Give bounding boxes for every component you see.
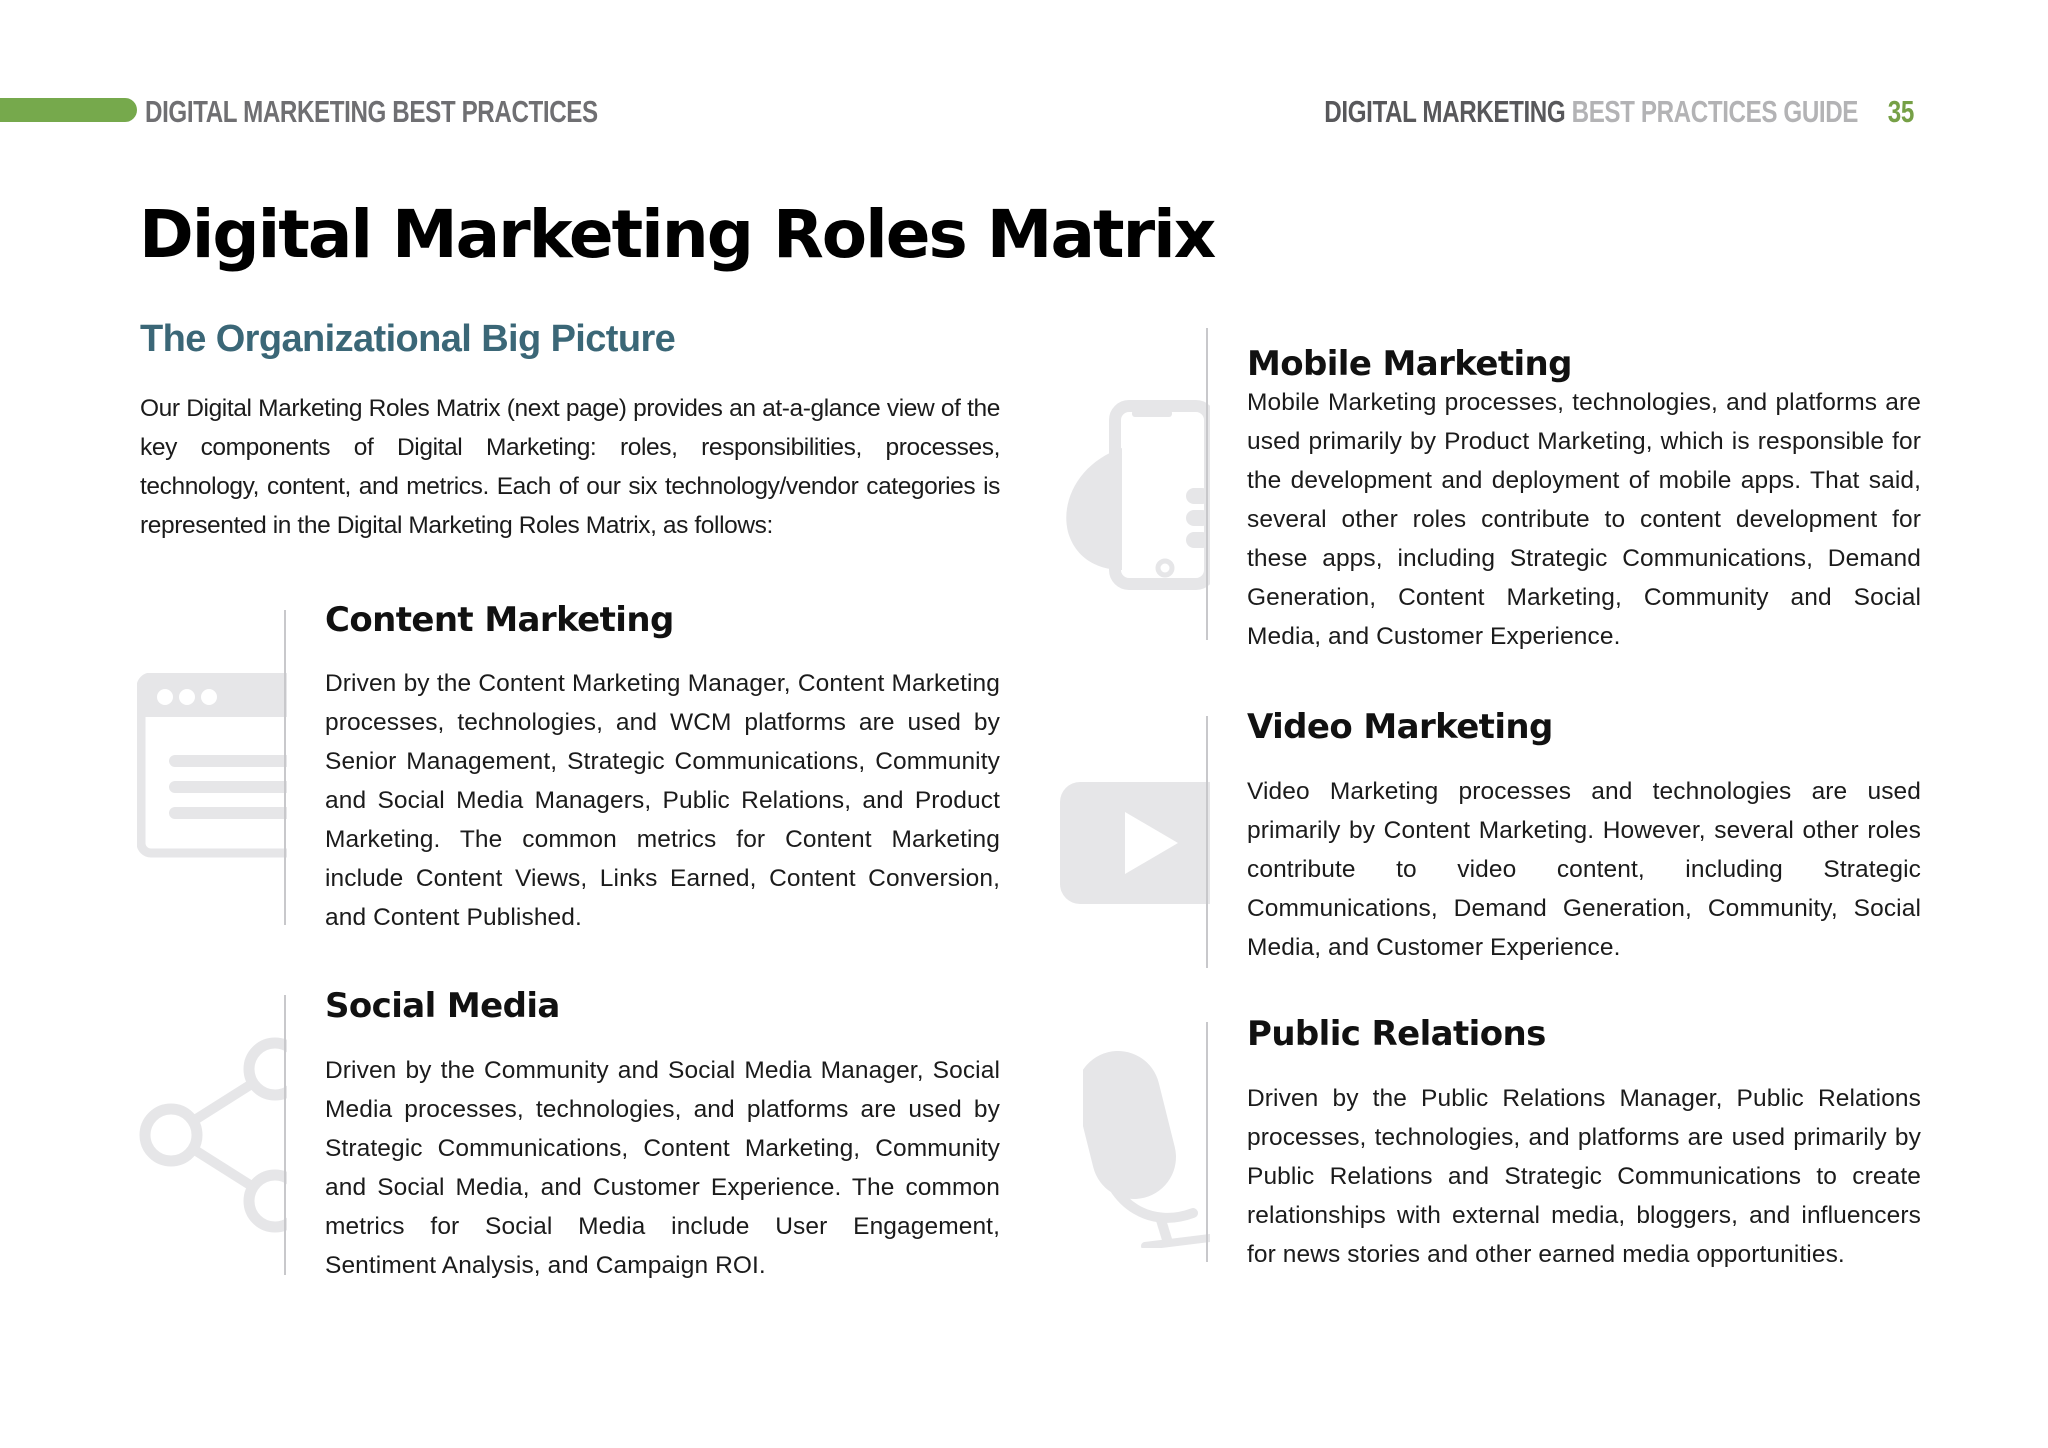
social-media-title: Social Media <box>325 986 560 1026</box>
video-play-icon <box>1060 782 1210 904</box>
video-marketing-title: Video Marketing <box>1247 707 1553 747</box>
social-media-divider <box>284 995 286 1275</box>
running-header-left: DIGITAL MARKETING BEST PRACTICES <box>145 94 598 129</box>
header-guide-title-light: BEST PRACTICES GUIDE <box>1571 94 1859 129</box>
header-accent-bar <box>0 98 137 122</box>
mobile-marketing-divider <box>1206 328 1208 640</box>
mobile-marketing-body: Mobile Marketing processes, technologies, and platforms are used primarily by Product Marketing, which is responsible for the development and deployment of mobile apps. That said, several other roles contribute to content development for these apps, including Strategic Communications, Demand Generation, Content Marketing, Community and Social Media, and Customer Experience. <box>1247 389 1921 650</box>
hand-holding-phone-icon <box>1060 400 1210 590</box>
browser-window-icon <box>137 673 287 858</box>
microphone-icon <box>1083 1048 1210 1248</box>
video-marketing-divider <box>1206 716 1208 968</box>
content-marketing-title: Content Marketing <box>325 600 674 640</box>
content-marketing-divider <box>284 610 286 925</box>
running-header-right <box>1324 94 1914 130</box>
video-marketing-body: Video Marketing processes and technologies are used primarily by Content Marketing. However, several other roles contribute to video content, including Strategic Communications, Demand Generation, Community, Social Media, and Customer Experience. <box>1247 778 1921 961</box>
public-relations-body: Driven by the Public Relations Manager, Public Relations processes, technologies, and platforms are used primarily by Public Relations and Strategic Communications to create relationships with external media, bloggers, and influencers for news stories and other earned media opportunities. <box>1247 1085 1921 1268</box>
public-relations-title: Public Relations <box>1247 1014 1546 1054</box>
share-network-icon <box>137 1035 287 1235</box>
header-guide-title-bold: DIGITAL MARKETING <box>1324 94 1566 129</box>
mobile-marketing-title: Mobile Marketing <box>1247 344 1572 384</box>
social-media-body: Driven by the Community and Social Media Manager, Social Media processes, technologies, and platforms are used by Strategic Communications, Content Marketing, Community and Social Media, and Customer Experience. The common metrics for Social Media include User Engagement, Sentiment Analysis, and Campaign ROI. <box>325 1057 1000 1279</box>
public-relations-divider <box>1206 1022 1208 1262</box>
page-title: Digital Marketing Roles Matrix <box>139 196 1215 273</box>
page-subtitle: The Organizational Big Picture <box>140 318 676 360</box>
page-number: 35 <box>1887 94 1914 129</box>
intro-paragraph: Our Digital Marketing Roles Matrix (next page) provides an at-a-glance view of the key components of Digital Marketing: roles, responsibilities, processes, technology, content, and metrics. Each of our six technology/vendor categories is represented in the Digital Marketing Roles Matrix, as follows: <box>140 395 1000 539</box>
content-marketing-body: Driven by the Content Marketing Manager, Content Marketing processes, technologies, and WCM platforms are used by Senior Management, Strategic Communications, Community and Social Media Managers, Public Relations, and Product Marketing. The common metrics for Content Marketing include Content Views, Links Earned, Content Conversion, and Content Published. <box>325 670 1000 931</box>
